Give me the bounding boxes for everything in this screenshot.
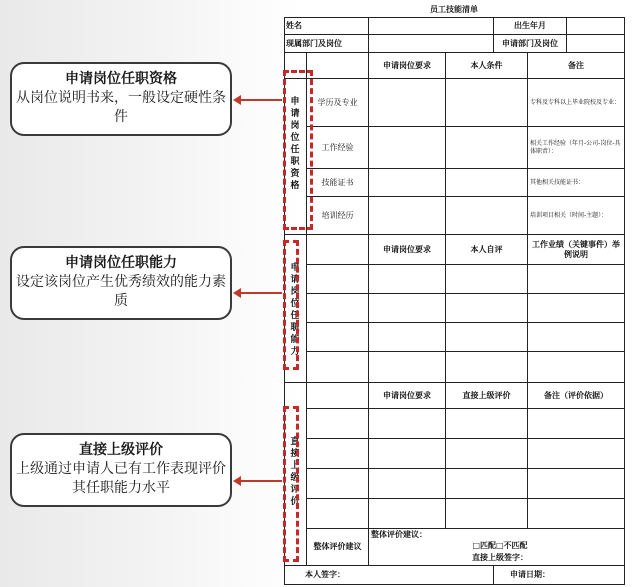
signature-label: 本人签字： [305,570,345,579]
header-key-events: 工作业绩（关键事件）举例说明 [532,239,620,259]
highlight-qualification [283,70,313,230]
date-label: 申请日期： [510,570,550,579]
row-label-experience: 工作经验 [321,142,354,152]
signature-value[interactable] [366,566,492,584]
row-note-education: 专科及专科以上毕业院校及专业： [530,98,621,106]
overall-match-options[interactable]: □匹配□不匹配 [472,541,528,550]
row-label-education: 学历及专业 [317,97,358,107]
header-own-conditions: 本人条件 [470,60,503,70]
name-value[interactable] [369,18,493,34]
callout-title: 直接上级评价 [79,442,163,458]
callout-title: 申请岗位任职资格 [65,71,177,87]
row-label-training: 培训经历 [321,210,354,220]
highlight-supervisor [283,406,299,562]
birth-label: 出生年月 [514,21,546,30]
apply-dept-value[interactable] [567,35,623,52]
row-label-certificates: 技能证书 [321,177,354,187]
header-requirement: 申请岗位要求 [383,60,431,70]
callout-title: 申请岗位任职能力 [65,255,177,271]
row-note-certificates: 其他相关技能证书： [530,178,585,186]
header-supervisor-evaluation: 直接上级评价 [462,390,511,400]
callout-description: 上级通过申请人已有工作表现评价其任职能力水平 [16,461,226,496]
callout-description: 设定该岗位产生优秀绩效的能力素质 [16,274,226,309]
section-supervisor-label: 直接上级评价 [290,437,300,507]
name-label: 姓名 [286,21,302,30]
overall-line1: 整体评价建议： [371,529,427,539]
header-remarks: 备注 [568,60,584,70]
section-competency-label: 申请岗位任职能力 [290,263,300,357]
row-note-experience: 相关工作经验（年月-公司-岗位-具体职责）： [530,139,621,155]
header-requirement: 申请岗位要求 [383,244,431,254]
callout-description: 从岗位说明书来，一般设定硬性条件 [16,90,226,125]
header-requirement: 申请岗位要求 [383,390,431,400]
overall-supervisor-signature: 直接上级签字： [472,553,528,562]
apply-dept-label: 申请部门及岗位 [502,38,558,48]
header-self-evaluation: 本人自评 [470,244,503,254]
section-qualification-label: 申请岗位任职资格 [290,97,300,191]
form-title: 员工技能清单 [430,5,478,14]
overall-label: 整体评价建议 [313,542,362,551]
date-value[interactable] [567,566,623,584]
current-dept-label: 现属部门及岗位 [286,38,342,48]
current-dept-value[interactable] [369,35,493,52]
birth-value[interactable] [567,18,623,34]
row-note-training: 培训项目相关（时间-主题）： [530,211,608,219]
highlight-competency [283,240,299,370]
header-evaluation-basis: 备注（评价依据） [544,390,608,400]
